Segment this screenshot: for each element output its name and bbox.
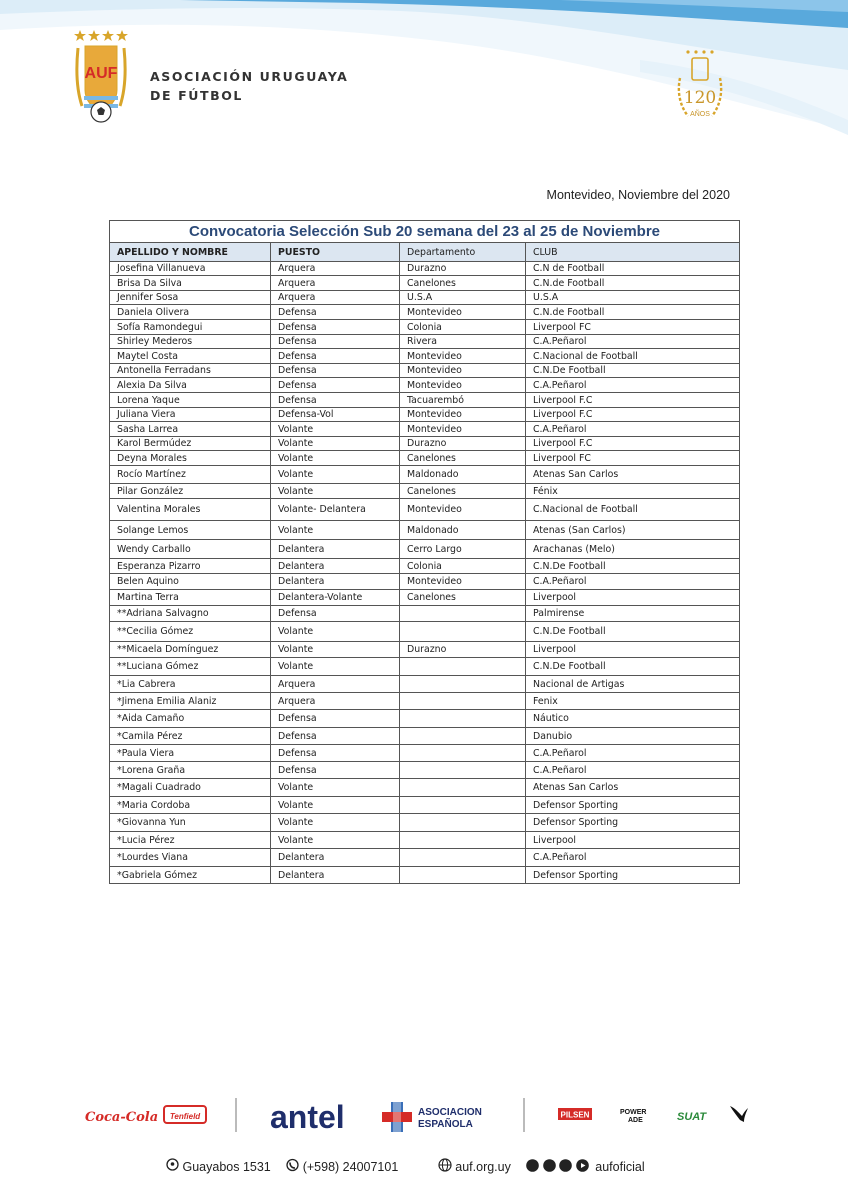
- table-row: [110, 521, 740, 540]
- cell-player-name: Martina Terra: [110, 590, 271, 606]
- cell-player-name: Deyna Morales: [110, 451, 271, 466]
- cell-club: Liverpool F.C: [526, 437, 740, 451]
- cell-club: Palmirense: [526, 606, 740, 622]
- cell-player-name: *Camila Pérez: [110, 728, 271, 745]
- cell-player-name: Daniela Olivera: [110, 305, 271, 320]
- call-up-table-container: [109, 220, 739, 884]
- cell-club: Arachanas (Melo): [526, 540, 740, 559]
- table-row: [110, 276, 740, 291]
- cell-position: Volante: [271, 466, 400, 484]
- cell-club: Liverpool F.C: [526, 393, 740, 408]
- asociacion-espanola-logo: [382, 1102, 482, 1132]
- cell-club: C.N.de Football: [526, 276, 740, 291]
- cell-club: C.N.De Football: [526, 559, 740, 574]
- table-body: [110, 262, 740, 884]
- table-row: [110, 408, 740, 422]
- cell-player-name: Lorena Yaque: [110, 393, 271, 408]
- cell-position: Delantera: [271, 849, 400, 867]
- cell-department: Montevideo: [400, 408, 526, 422]
- cell-player-name: *Paula Viera: [110, 745, 271, 762]
- cell-department: Durazno: [400, 437, 526, 451]
- cell-club: Defensor Sporting: [526, 797, 740, 814]
- cell-department: Canelones: [400, 451, 526, 466]
- table-row: [110, 779, 740, 797]
- cell-player-name: Alexia Da Silva: [110, 378, 271, 393]
- cell-position: Volante: [271, 814, 400, 832]
- cell-position: Volante: [271, 451, 400, 466]
- cell-player-name: Antonella Ferradans: [110, 364, 271, 378]
- table-row: [110, 676, 740, 693]
- cell-player-name: Maytel Costa: [110, 349, 271, 364]
- pilsen-logo: [558, 1108, 592, 1120]
- cell-player-name: Esperanza Pizarro: [110, 559, 271, 574]
- cell-player-name: *Lucia Pérez: [110, 832, 271, 849]
- table-title: Convocatoria Selección Sub 20 semana del 23 al 25 de Noviembre: [110, 221, 740, 243]
- cell-player-name: Shirley Mederos: [110, 335, 271, 349]
- cell-position: Volante: [271, 797, 400, 814]
- phone-text: (+598) 24007101: [302, 1159, 399, 1174]
- cell-position: Delantera-Volante: [271, 590, 400, 606]
- table-row: [110, 393, 740, 408]
- cell-player-name: Pilar González: [110, 484, 271, 499]
- cell-club: Defensor Sporting: [526, 867, 740, 884]
- cell-position: Defensa: [271, 728, 400, 745]
- call-up-table: [109, 220, 740, 884]
- cell-player-name: *Lorena Graña: [110, 762, 271, 779]
- cell-club: U.S.A: [526, 291, 740, 305]
- cell-player-name: Jennifer Sosa: [110, 291, 271, 305]
- table-row: [110, 378, 740, 393]
- cell-club: Atenas (San Carlos): [526, 521, 740, 540]
- table-row: [110, 349, 740, 364]
- cell-club: C.N.De Football: [526, 364, 740, 378]
- table-row: [110, 693, 740, 710]
- table-row: [110, 291, 740, 305]
- table-row: [110, 728, 740, 745]
- sponsor-divider: [235, 1098, 237, 1132]
- cell-club: C.Nacional de Football: [526, 349, 740, 364]
- cell-department: [400, 867, 526, 884]
- cell-department: [400, 779, 526, 797]
- website-link[interactable]: auf.org.uy: [455, 1159, 511, 1174]
- svg-text:ASOCIACION: ASOCIACION: [418, 1107, 482, 1118]
- cell-department: U.S.A: [400, 291, 526, 305]
- cell-department: [400, 814, 526, 832]
- cell-club: C.N.De Football: [526, 622, 740, 642]
- document-dateline: Montevideo, Noviembre del 2020: [546, 188, 730, 202]
- cell-club: C.A.Peñarol: [526, 378, 740, 393]
- cell-club: Atenas San Carlos: [526, 779, 740, 797]
- svg-text:ADE: ADE: [628, 1117, 643, 1124]
- cell-player-name: Wendy Carballo: [110, 540, 271, 559]
- cell-department: Colonia: [400, 559, 526, 574]
- cell-player-name: *Magali Cuadrado: [110, 779, 271, 797]
- cell-department: Durazno: [400, 642, 526, 658]
- organization-name: [150, 67, 348, 105]
- cell-player-name: Josefina Villanueva: [110, 262, 271, 276]
- cell-department: Tacuarembó: [400, 393, 526, 408]
- sponsor-divider: [523, 1098, 525, 1132]
- svg-text:Tenfield: Tenfield: [169, 1112, 201, 1121]
- cell-department: Maldonado: [400, 466, 526, 484]
- cell-position: Defensa: [271, 745, 400, 762]
- cell-position: Defensa: [271, 335, 400, 349]
- cell-department: Rivera: [400, 335, 526, 349]
- cell-department: [400, 622, 526, 642]
- cell-player-name: *Maria Cordoba: [110, 797, 271, 814]
- cell-position: Defensa: [271, 762, 400, 779]
- table-row: [110, 364, 740, 378]
- cell-department: [400, 762, 526, 779]
- cell-club: Fenix: [526, 693, 740, 710]
- table-row: [110, 849, 740, 867]
- table-row: [110, 590, 740, 606]
- cell-club: C.A.Peñarol: [526, 762, 740, 779]
- table-row: [110, 797, 740, 814]
- cell-department: [400, 797, 526, 814]
- table-row: [110, 832, 740, 849]
- cell-position: Volante: [271, 658, 400, 676]
- table-row: [110, 622, 740, 642]
- column-header-position: PUESTO: [271, 243, 400, 262]
- cell-position: Arquera: [271, 276, 400, 291]
- cell-department: Durazno: [400, 262, 526, 276]
- cell-position: Defensa: [271, 305, 400, 320]
- cell-player-name: *Lia Cabrera: [110, 676, 271, 693]
- cell-club: Nacional de Artigas: [526, 676, 740, 693]
- cell-department: [400, 606, 526, 622]
- cell-club: Liverpool F.C: [526, 408, 740, 422]
- cell-club: C.A.Peñarol: [526, 422, 740, 437]
- cell-position: Defensa: [271, 320, 400, 335]
- table-row: [110, 484, 740, 499]
- cell-department: Maldonado: [400, 521, 526, 540]
- table-row: [110, 540, 740, 559]
- cell-player-name: *Aida Camaño: [110, 710, 271, 728]
- table-row: [110, 710, 740, 728]
- cell-club: Liverpool FC: [526, 451, 740, 466]
- cell-player-name: Belen Aquino: [110, 574, 271, 590]
- youtube-icon[interactable]: [576, 1159, 589, 1175]
- cell-position: Defensa-Vol: [271, 408, 400, 422]
- cell-club: Liverpool FC: [526, 320, 740, 335]
- cell-position: Volante: [271, 779, 400, 797]
- address-text: Guayabos 1531: [182, 1159, 271, 1174]
- cell-player-name: **Adriana Salvagno: [110, 606, 271, 622]
- cell-club: Fénix: [526, 484, 740, 499]
- cell-department: [400, 710, 526, 728]
- cell-club: Liverpool: [526, 832, 740, 849]
- org-name-line2: DE FÚTBOL: [150, 88, 244, 103]
- table-row: [110, 745, 740, 762]
- cell-player-name: **Micaela Domínguez: [110, 642, 271, 658]
- cell-position: Volante: [271, 622, 400, 642]
- cell-club: C.N.De Football: [526, 658, 740, 676]
- anniversary-120-emblem: [672, 48, 728, 132]
- table-row: [110, 867, 740, 884]
- cocacola-logo: [85, 1110, 158, 1125]
- svg-text:AÑOS: AÑOS: [690, 111, 710, 118]
- facebook-icon[interactable]: [543, 1159, 556, 1175]
- cell-department: [400, 693, 526, 710]
- svg-text:AUF: AUF: [84, 65, 118, 82]
- cell-department: Montevideo: [400, 574, 526, 590]
- table-row: [110, 499, 740, 521]
- cell-department: Montevideo: [400, 364, 526, 378]
- cell-position: Volante: [271, 832, 400, 849]
- cell-player-name: *Giovanna Yun: [110, 814, 271, 832]
- phone-icon: [286, 1158, 299, 1175]
- cell-position: Volante: [271, 422, 400, 437]
- table-row: [110, 606, 740, 622]
- cell-department: [400, 658, 526, 676]
- table-row: [110, 262, 740, 276]
- cell-player-name: **Luciana Gómez: [110, 658, 271, 676]
- cell-position: Defensa: [271, 710, 400, 728]
- cell-position: Arquera: [271, 291, 400, 305]
- column-header-name: APELLIDO Y NOMBRE: [110, 243, 271, 262]
- cell-department: [400, 676, 526, 693]
- cell-club: Liverpool: [526, 590, 740, 606]
- cell-department: Montevideo: [400, 422, 526, 437]
- cell-department: Colonia: [400, 320, 526, 335]
- cell-department: Cerro Largo: [400, 540, 526, 559]
- cell-club: C.A.Peñarol: [526, 745, 740, 762]
- powerade-logo: [620, 1109, 646, 1124]
- contact-footer: [166, 1158, 645, 1175]
- cell-department: Montevideo: [400, 499, 526, 521]
- svg-text:PILSEN: PILSEN: [560, 1110, 590, 1120]
- cell-position: Delantera: [271, 559, 400, 574]
- cell-club: Liverpool: [526, 642, 740, 658]
- table-row: [110, 335, 740, 349]
- cell-department: [400, 728, 526, 745]
- table-row: [110, 574, 740, 590]
- svg-text:POWER: POWER: [620, 1109, 647, 1116]
- table-header-row: [110, 243, 740, 262]
- cell-player-name: Brisa Da Silva: [110, 276, 271, 291]
- suat-logo: [677, 1111, 707, 1123]
- table-row: [110, 437, 740, 451]
- cell-club: C.A.Peñarol: [526, 574, 740, 590]
- cell-position: Volante: [271, 521, 400, 540]
- table-row: [110, 422, 740, 437]
- cell-department: Canelones: [400, 590, 526, 606]
- cell-position: Defensa: [271, 349, 400, 364]
- svg-text:SUAT: SUAT: [677, 1111, 707, 1123]
- cell-player-name: **Cecilia Gómez: [110, 622, 271, 642]
- cell-position: Arquera: [271, 676, 400, 693]
- cell-club: C.A.Peñarol: [526, 335, 740, 349]
- cell-position: Volante- Delantera: [271, 499, 400, 521]
- cell-player-name: *Jimena Emilia Alaniz: [110, 693, 271, 710]
- table-row: [110, 466, 740, 484]
- cell-position: Defensa: [271, 606, 400, 622]
- org-name-line1: ASOCIACIÓN URUGUAYA: [150, 69, 349, 84]
- column-header-department: Departamento: [400, 243, 526, 262]
- column-header-club: CLUB: [526, 243, 740, 262]
- cell-position: Defensa: [271, 364, 400, 378]
- svg-text:Coca-Cola: Coca-Cola: [85, 1110, 159, 1125]
- cell-club: C.N.de Football: [526, 305, 740, 320]
- cell-club: Danubio: [526, 728, 740, 745]
- svg-text:120: 120: [683, 88, 717, 108]
- cell-position: Arquera: [271, 693, 400, 710]
- cell-position: Delantera: [271, 540, 400, 559]
- cell-club: C.Nacional de Football: [526, 499, 740, 521]
- cell-player-name: Rocío Martínez: [110, 466, 271, 484]
- cell-department: Canelones: [400, 276, 526, 291]
- cell-player-name: Karol Bermúdez: [110, 437, 271, 451]
- table-row: [110, 559, 740, 574]
- cell-department: [400, 745, 526, 762]
- cell-position: Delantera: [271, 867, 400, 884]
- cell-department: Montevideo: [400, 349, 526, 364]
- cell-player-name: *Lourdes Viana: [110, 849, 271, 867]
- cell-position: Volante: [271, 642, 400, 658]
- cell-club: C.N de Football: [526, 262, 740, 276]
- svg-text:ESPAÑOLA: ESPAÑOLA: [418, 1119, 473, 1130]
- cell-position: Defensa: [271, 378, 400, 393]
- cell-player-name: Sasha Larrea: [110, 422, 271, 437]
- table-row: [110, 305, 740, 320]
- cell-position: Volante: [271, 484, 400, 499]
- cell-department: [400, 849, 526, 867]
- cell-position: Delantera: [271, 574, 400, 590]
- table-row: [110, 814, 740, 832]
- cell-club: C.A.Peñarol: [526, 849, 740, 867]
- cell-club: Defensor Sporting: [526, 814, 740, 832]
- table-row: [110, 320, 740, 335]
- instagram-icon[interactable]: [559, 1159, 572, 1175]
- cell-position: Arquera: [271, 262, 400, 276]
- location-pin-icon: [166, 1158, 179, 1175]
- cell-department: [400, 832, 526, 849]
- antel-logo: [270, 1099, 345, 1135]
- table-row: [110, 451, 740, 466]
- cell-department: Montevideo: [400, 378, 526, 393]
- cell-player-name: *Gabriela Gómez: [110, 867, 271, 884]
- cell-department: Montevideo: [400, 305, 526, 320]
- cell-position: Volante: [271, 437, 400, 451]
- cell-player-name: Solange Lemos: [110, 521, 271, 540]
- puma-logo: [730, 1106, 748, 1122]
- cell-position: Defensa: [271, 393, 400, 408]
- cell-department: Canelones: [400, 484, 526, 499]
- cell-player-name: Juliana Viera: [110, 408, 271, 422]
- cell-club: Atenas San Carlos: [526, 466, 740, 484]
- cell-player-name: Sofía Ramondegui: [110, 320, 271, 335]
- tenfield-logo: [164, 1106, 206, 1123]
- globe-icon: [438, 1158, 452, 1175]
- cell-club: Náutico: [526, 710, 740, 728]
- table-row: [110, 642, 740, 658]
- auf-crest-logo: [70, 28, 132, 128]
- table-row: [110, 762, 740, 779]
- svg-text:antel: antel: [270, 1099, 345, 1135]
- cell-player-name: Valentina Morales: [110, 499, 271, 521]
- social-handle[interactable]: aufoficial: [595, 1159, 645, 1174]
- table-row: [110, 658, 740, 676]
- sponsor-logos-strip: [80, 1094, 770, 1138]
- twitter-icon[interactable]: [526, 1159, 539, 1175]
